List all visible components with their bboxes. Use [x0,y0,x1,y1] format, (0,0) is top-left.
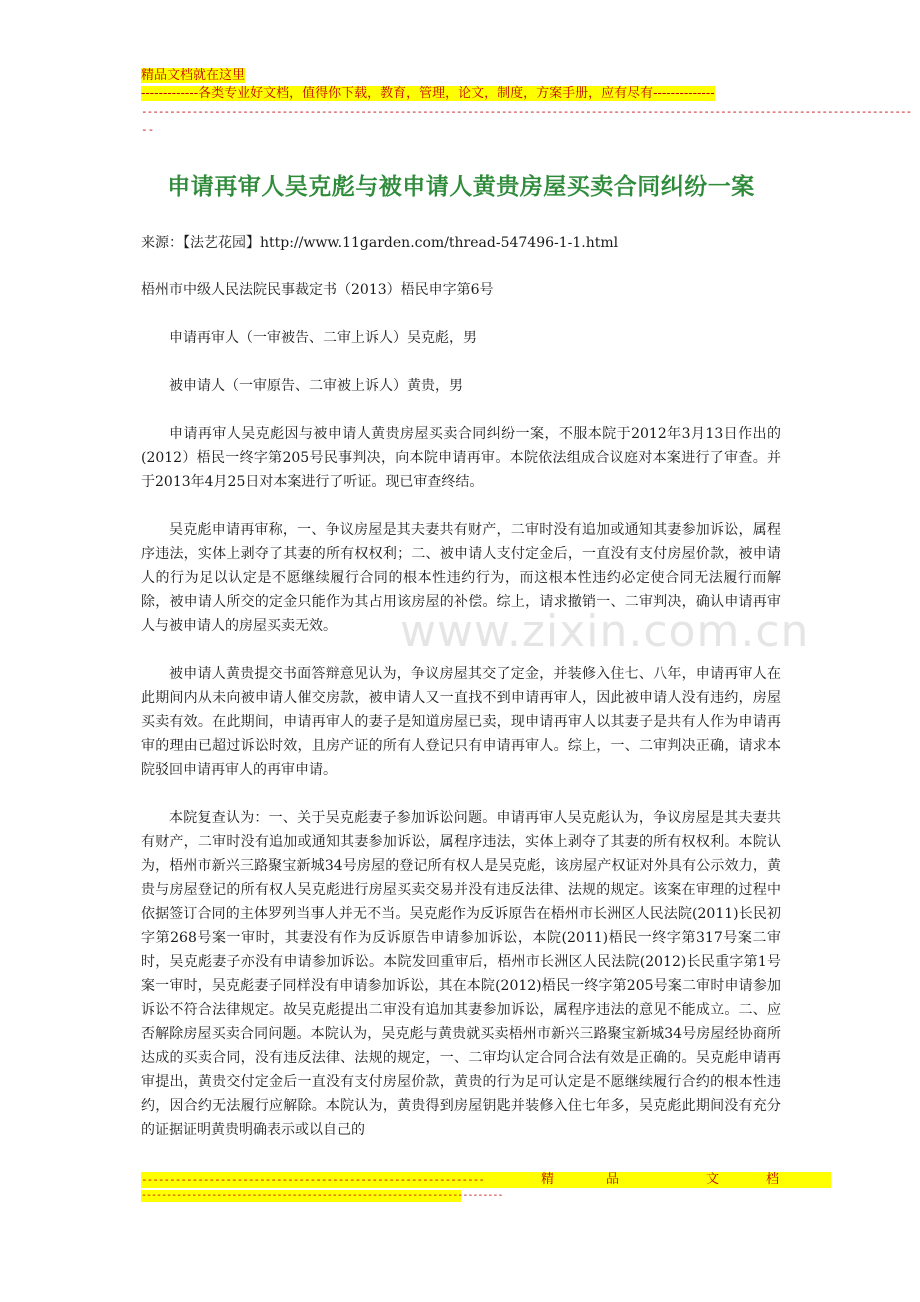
paragraph-applicant-claims: 吴克彪申请再审称，一、争议房屋是其夫妻共有财产，二审时没有追加或通知其妻参加诉讼，属程序违法，实体上剥夺了其妻的所有权权利；二、被申请人支付定金后，一直没有支付房屋价款，被申请人的行为足以认定是不愿继续履行合同的根本性违约行为，而这根本性违约必定使合同无法履行而解除，被申请人所交的定金只能作为其占用该房屋的补偿。综上，请求撤销一、二审判决，确认申请再审人与被申请人的房屋买卖无效。 [141,522,781,634]
source-line: 来源：【法艺花园】http://www.11garden.com/thread-547496-1-1.html [141,235,619,251]
footer-dashes-left: ------------------------------------------------------------- [141,1173,484,1186]
paragraph-court-review: 本院复查认为：一、关于吴克彪妻子参加诉讼问题。申请再审人吴克彪认为，争议房屋是其夫妻共有财产，二审时没有追加或通知其妻参加诉讼，属程序违法，实体上剥夺了其妻的所有权权利。本院认为，梧州市新兴三路聚宝新城34号房屋的登记所有权人是吴克彪，该房屋产权证对外具有公示效力，黄贵与房屋登记的所有权人吴克彪进行房屋买卖交易并没有违反法律、法规的规定。该案在审理的过程中依据签订合同的主体罗列当事人并无不当。吴克彪作为反诉原告在梧州市长洲区人民法院(2011)长民初字第268号案一审时，其妻没有作为反诉原告申请参加诉讼，本院(2011)梧民一终字第317号案二审时，吴克彪妻子亦没有申请参加诉讼。本院发回重审后，梧州市长洲区人民法院(2012)长民重字第1号案一审时，吴克彪妻子同样没有申请参加诉讼，其在本院(2012)梧民一终字第205号案二审时申请参加诉讼不符合法律规定。故吴克彪提出二审没有追加其妻参加诉讼，属程序违法的意见不能成立。二、应否解除房屋买卖合同问题。本院认为，吴克彪与黄贵就买卖梧州市新兴三路聚宝新城34号房屋经协商所达成的买卖合同，没有违反法律、法规的规定，一、二审均认定合同合法有效是正确的。吴克彪申请再审提出，黄贵交付定金后一直没有支付房屋价款，黄贵的行为足可认定是不愿继续履行合约的根本性违约，因合约无法履行应解除。本院认为，黄贵得到房屋钥匙并装修入住七年多，吴克彪此期间没有充分的证据证明黄贵明确表示或以自己的 [141,810,781,1138]
footer-word-3: 文 [706,1172,720,1187]
header-banner-title [141,68,781,84]
court-ruling-line: 梧州市中级人民法院民事裁定书（2013）梧民申字第6号 [141,282,494,298]
header-banner-title-text: 精品文档就在这里 [141,68,246,83]
footer-word-1: 精 [541,1172,555,1187]
footer-banner [141,1172,831,1188]
header-dash-divider: ----------------------------------------------------------------------------------------------------------------------------------------- [141,105,912,118]
applicant-line: 申请再审人（一审被告、二审上诉人）吴克彪，男 [169,330,477,346]
header-banner-slogan [141,86,781,102]
watermark: www.zixin.com.cn [400,606,810,657]
footer-word-4: 档 [766,1172,780,1187]
footer-dash-divider: ------------------------------------------------------------------------ [141,1190,503,1201]
header-banner-slogan-text: -------------各类专业好文档，值得你下载，教育，管理，论文，制度，方案手册，应有尽有-------------- [141,86,715,101]
document-title: 申请再审人吴克彪与被申请人黄贵房屋买卖合同纠纷一案 [167,174,755,200]
paragraph-case-intro: 申请再审人吴克彪因与被申请人黄贵房屋买卖合同纠纷一案，不服本院于2012年3月13日作出的(2012）梧民一终字第205号民事判决，向本院申请再审。本院依法组成合议庭对本案进行了审查。并于2013年4月25日对本案进行了听证。现已审查终结。 [141,426,781,490]
footer-word-2: 品 [606,1172,620,1187]
paragraph-respondent-reply: 被申请人黄贵提交书面答辩意见认为，争议房屋其交了定金，并装修入住七、八年，申请再审人在此期间内从未向被申请人催交房款，被申请人又一直找不到申请再审人，因此被申请人没有违约，房屋买卖有效。在此期间，申请再审人的妻子是知道房屋已卖，现申请再审人以其妻子是共有人作为申请再审的理由已超过诉讼时效，且房产证的所有人登记只有申请再审人。综上，一、二审判决正确，请求本院驳回申请再审人的再审申请。 [141,666,781,778]
respondent-line: 被申请人（一审原告、二审被上诉人）黄贵，男 [169,378,463,394]
header-dash-tail: -- [141,123,155,136]
